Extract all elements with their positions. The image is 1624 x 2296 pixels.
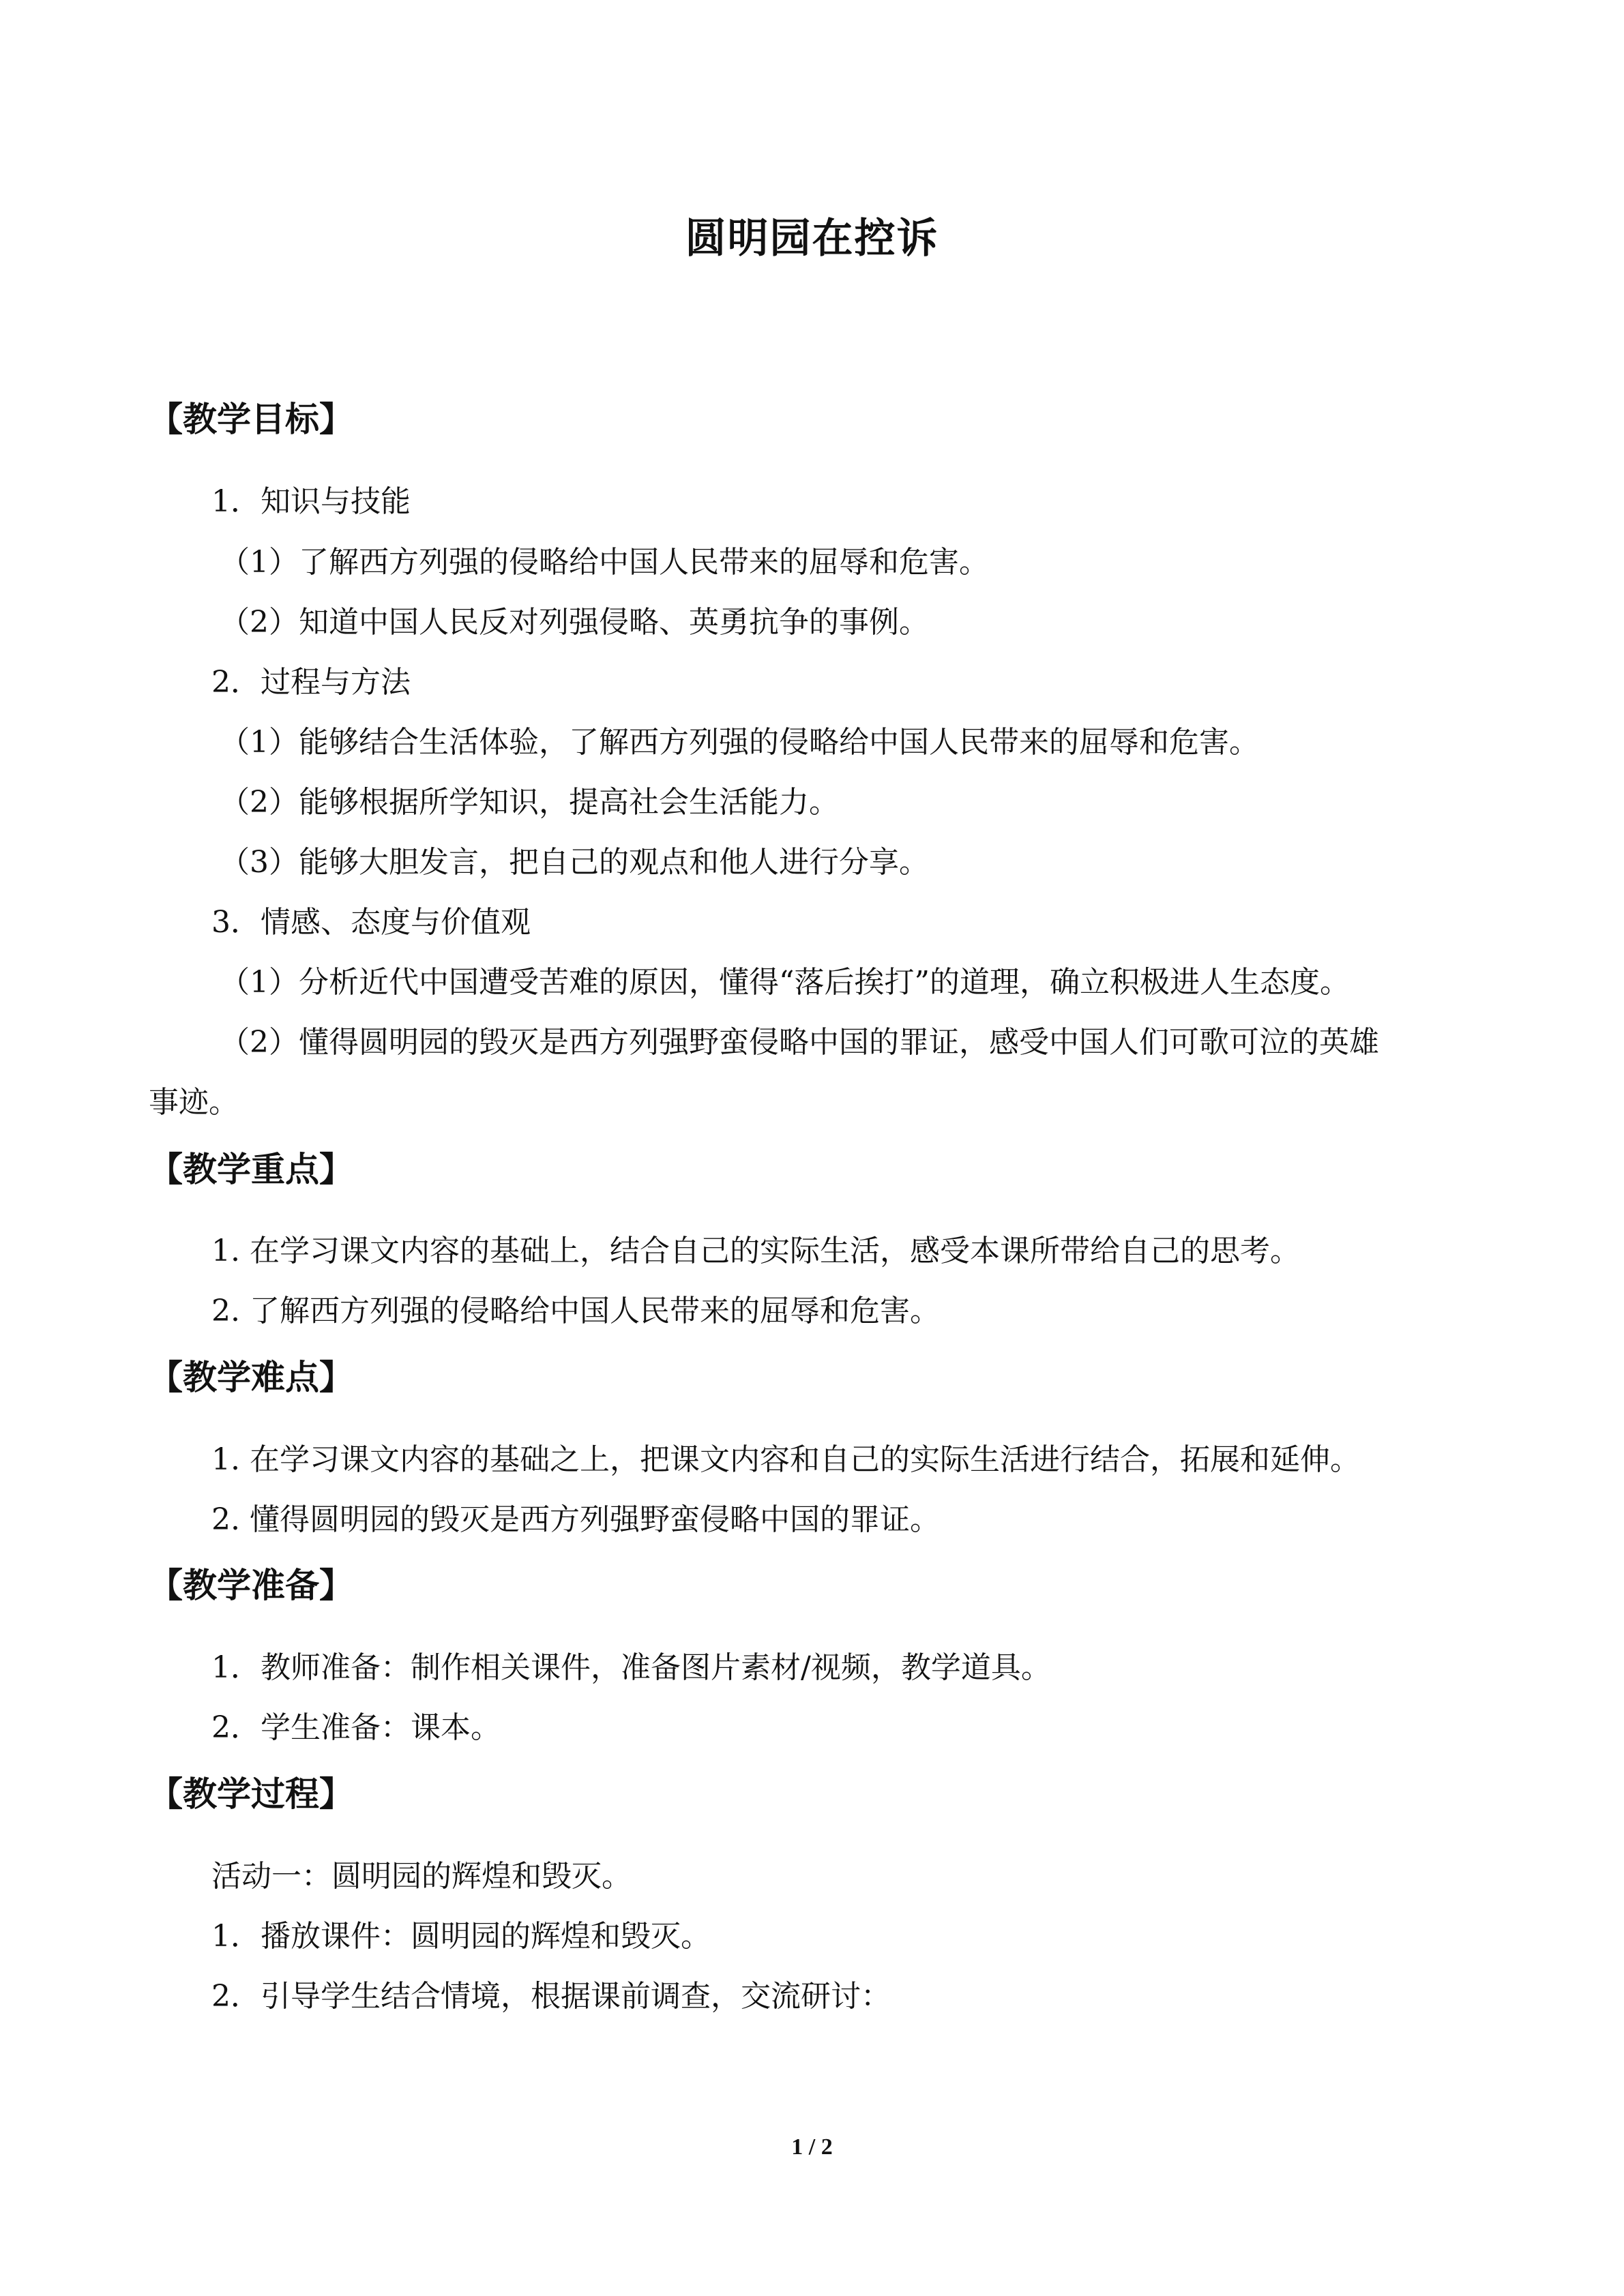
objective-line: （2）知道中国人民反对列强侵略、英勇抗争的事例。 [220, 605, 929, 640]
section-heading-difficulties: 【教学难点】 [149, 1358, 353, 1397]
preparation-line: 1．教师准备：制作相关课件，准备图片素材/视频，教学道具。 [211, 1650, 1051, 1685]
objective-line: （2）能够根据所学知识，提高社会生活能力。 [220, 785, 839, 820]
objective-line: （1）能够结合生活体验，了解西方列强的侵略给中国人民带来的屈辱和危害。 [220, 725, 1259, 760]
objective-line: （2）懂得圆明园的毁灭是西方列强野蛮侵略中国的罪证，感受中国人们可歌可泣的英雄 [220, 1025, 1379, 1060]
objective-line: 事迹。 [149, 1085, 239, 1120]
objective-line: （3）能够大胆发言，把自己的观点和他人进行分享。 [220, 845, 929, 880]
key-point-line: 1. 在学习课文内容的基础上，结合自己的实际生活，感受本课所带给自己的思考。 [211, 1234, 1300, 1268]
objective-line: 1．知识与技能 [211, 484, 411, 519]
section-heading-process: 【教学过程】 [149, 1774, 353, 1814]
page-number: 1 / 2 [791, 2134, 833, 2160]
difficulty-line: 2. 懂得圆明园的毁灭是西方列强野蛮侵略中国的罪证。 [211, 1502, 940, 1537]
key-point-line: 2. 了解西方列强的侵略给中国人民带来的屈辱和危害。 [211, 1294, 940, 1328]
document-title: 圆明园在控诉 [685, 215, 939, 263]
section-heading-preparation: 【教学准备】 [149, 1566, 353, 1605]
process-line: 活动一：圆明园的辉煌和毁灭。 [211, 1859, 632, 1894]
preparation-line: 2．学生准备：课本。 [211, 1710, 501, 1745]
section-heading-key-points: 【教学重点】 [149, 1150, 353, 1189]
objective-line: 3．情感、态度与价值观 [211, 905, 531, 940]
section-heading-objectives: 【教学目标】 [149, 400, 353, 439]
process-line: 2．引导学生结合情境，根据课前调查，交流研讨： [211, 1979, 891, 2014]
process-line: 1．播放课件：圆明园的辉煌和毁灭。 [211, 1919, 711, 1954]
objective-line: （1）分析近代中国遭受苦难的原因，懂得“落后挨打”的道理，确立积极进人生态度。 [220, 965, 1350, 1000]
difficulty-line: 1. 在学习课文内容的基础之上，把课文内容和自己的实际生活进行结合，拓展和延伸。 [211, 1442, 1360, 1477]
objective-line: （1）了解西方列强的侵略给中国人民带来的屈辱和危害。 [220, 545, 989, 580]
objective-line: 2．过程与方法 [211, 665, 411, 700]
